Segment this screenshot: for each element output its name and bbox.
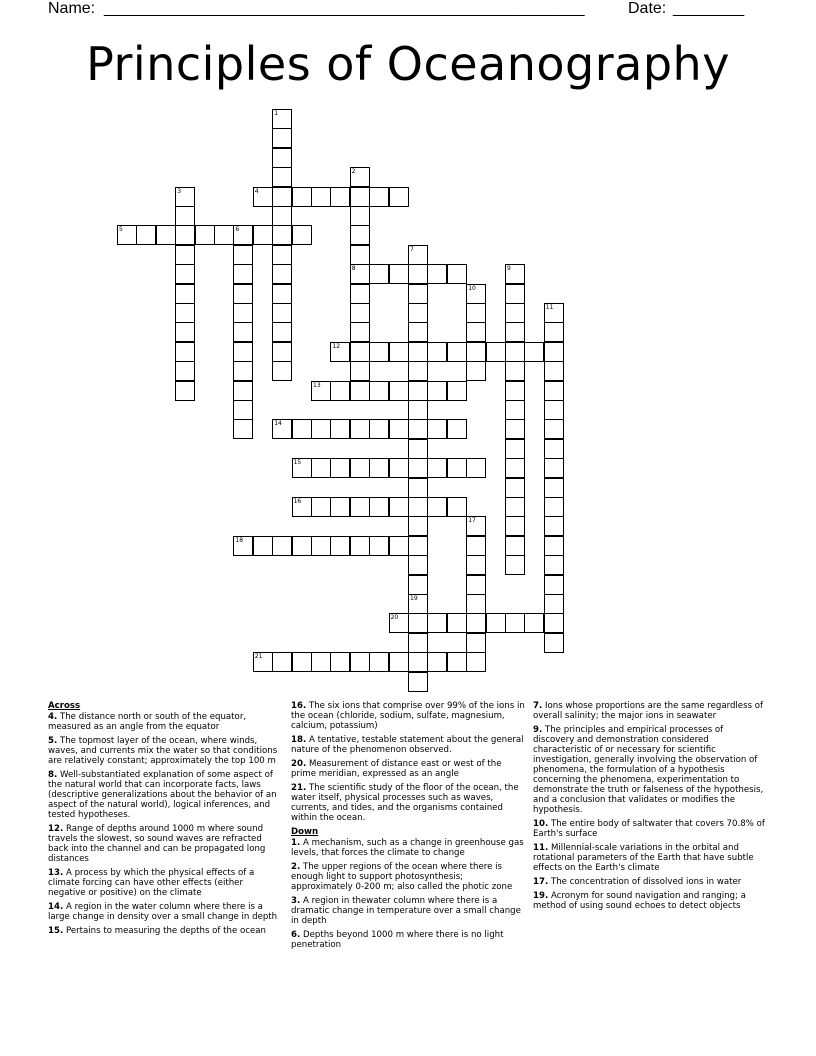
grid-cell[interactable]	[466, 633, 486, 653]
clue-number-label: 16.	[291, 701, 307, 711]
clue-text: Measurement of distance east or west of the prime meridian, expressed as an angle	[291, 759, 502, 779]
grid-cell[interactable]	[369, 536, 389, 556]
grid-cell[interactable]	[408, 322, 428, 342]
grid-cell[interactable]	[427, 381, 447, 401]
grid-cell[interactable]	[544, 419, 564, 439]
grid-cell[interactable]	[350, 419, 370, 439]
clue-text: Millennial-scale variations in the orbital and rotational parameters of the Earth that have subtle effects on the Earth's climate	[533, 843, 754, 873]
grid-cell[interactable]	[505, 361, 525, 381]
clue-number: 2	[351, 168, 356, 176]
grid-cell[interactable]	[330, 419, 350, 439]
grid-cell[interactable]	[408, 303, 428, 323]
grid-cell[interactable]	[272, 284, 292, 304]
grid-cell[interactable]	[389, 497, 409, 517]
grid-cell[interactable]	[350, 536, 370, 556]
clue-number: 4	[254, 187, 259, 195]
clue-text: The principles and empirical processes of discovery and demonstration considered characteristic of or necessary for scientific investigation, generally involving the observation of phenomena, the formulation of a hypothesis concerning the phenomena, experimentation to demonstrate the truth or falseness of the hypothesis, and a conclusion that validates or modifies the hypothesis.	[533, 725, 764, 815]
clue-number-label: 18.	[291, 735, 307, 745]
grid-cell[interactable]	[408, 419, 428, 439]
clue-number: 1	[274, 110, 279, 117]
clue-number: 5	[119, 226, 123, 234]
grid-cell[interactable]	[272, 187, 292, 207]
grid-cell[interactable]	[408, 478, 428, 498]
clue-number-label: 20.	[291, 759, 307, 769]
clue-number: 20	[390, 614, 399, 622]
clue-item	[291, 759, 525, 779]
clue-item	[291, 930, 525, 950]
grid-cell[interactable]	[466, 575, 486, 595]
clues-column-2	[291, 701, 525, 954]
clue-number-label: 15.	[48, 926, 64, 936]
grid-cell[interactable]	[466, 361, 486, 381]
clue-number: 12	[332, 342, 341, 350]
grid-cell[interactable]	[350, 245, 370, 265]
grid-cell[interactable]	[350, 497, 370, 517]
grid-cell[interactable]	[447, 264, 467, 284]
clue-number-label: 13.	[48, 868, 64, 878]
grid-cell[interactable]	[311, 187, 331, 207]
grid-cell[interactable]	[544, 633, 564, 653]
grid-cell[interactable]	[311, 497, 331, 517]
clue-number-label: 4.	[48, 712, 58, 722]
clue-text: Ions whose proportions are the same regardless of overall salinity; the major ions in seawater	[533, 701, 764, 721]
grid-cell[interactable]	[408, 458, 428, 478]
grid-cell[interactable]	[330, 458, 350, 478]
clue-text: The six ions that comprise over 99% of the ions in the ocean (chloride, sodium, sulfate, magnesium, calcium, potassium)	[291, 701, 525, 731]
grid-cell[interactable]	[369, 419, 389, 439]
grid-cell[interactable]	[505, 303, 525, 323]
clue-number-label: 12.	[48, 824, 64, 834]
clue-number: 7	[410, 245, 414, 253]
clue-item	[48, 712, 282, 732]
grid-cell[interactable]	[486, 613, 506, 633]
grid-cell[interactable]	[427, 497, 447, 517]
grid-cell[interactable]	[544, 322, 564, 342]
clue-number: 3	[177, 187, 182, 195]
grid-cell[interactable]	[272, 652, 292, 672]
clue-text: The distance north or south of the equator, measured as an angle from the equator	[48, 712, 247, 732]
grid-cell[interactable]	[330, 652, 350, 672]
grid-cell[interactable]	[505, 342, 525, 362]
grid-cell[interactable]	[466, 342, 486, 362]
clue-text: A region in the water column where there is a large change in density over a small change in depth	[48, 902, 278, 922]
grid-cell[interactable]	[389, 419, 409, 439]
grid-cell[interactable]	[214, 225, 234, 245]
clue-text: A mechanism, such as a change in greenhouse gas levels, that forces the climate to change	[291, 838, 524, 858]
grid-cell[interactable]	[544, 342, 564, 362]
clue-number-label: 14.	[48, 902, 64, 912]
grid-cell[interactable]	[330, 187, 350, 207]
grid-cell[interactable]	[233, 381, 253, 401]
grid-cell[interactable]	[272, 225, 292, 245]
grid-cell[interactable]	[408, 652, 428, 672]
grid-cell[interactable]	[272, 322, 292, 342]
grid-cell[interactable]	[292, 536, 312, 556]
clue-number: 6	[235, 226, 240, 234]
grid-cell[interactable]	[233, 225, 253, 245]
clue-number: 17	[468, 517, 476, 525]
clue-text: The entire body of saltwater that covers 70.8% of Earth's surface	[533, 819, 765, 839]
clue-text: The scientific study of the floor of the ocean, the water itself, physical processes such as waves, currents, and tides, and the organisms contained within the ocean.	[291, 783, 519, 823]
grid-cell[interactable]	[233, 536, 253, 556]
clue-text: Range of depths around 1000 m where sound travels the slowest, so sound waves are refracted back into the channel and can be propagated long distances	[48, 824, 266, 864]
grid-cell[interactable]	[292, 458, 312, 478]
grid-cell[interactable]	[369, 497, 389, 517]
grid-cell[interactable]	[311, 652, 331, 672]
grid-cell[interactable]	[330, 536, 350, 556]
across-heading: Across	[48, 701, 81, 711]
grid-cell[interactable]	[350, 284, 370, 304]
clue-text: The topmost layer of the ocean, where winds, waves, and currents mix the water so that conditions are relatively constant; approximately the top 100 m	[48, 736, 278, 766]
grid-cell[interactable]	[408, 516, 428, 536]
grid-cell[interactable]	[330, 497, 350, 517]
clue-item	[48, 868, 282, 898]
grid-cell[interactable]	[427, 419, 447, 439]
grid-cell[interactable]	[195, 225, 215, 245]
grid-cell[interactable]	[505, 322, 525, 342]
grid-cell[interactable]	[175, 342, 195, 362]
grid-cell[interactable]	[292, 225, 312, 245]
grid-cell[interactable]	[408, 245, 428, 265]
clue-number-label: 10.	[533, 819, 549, 829]
grid-cell[interactable]	[272, 128, 292, 148]
grid-cell[interactable]	[544, 439, 564, 459]
grid-cell[interactable]	[311, 381, 331, 401]
grid-cell[interactable]	[175, 303, 195, 323]
grid-cell[interactable]	[408, 342, 428, 362]
grid-cell[interactable]	[505, 439, 525, 459]
clue-number: 10	[468, 284, 476, 292]
grid-cell[interactable]	[350, 458, 370, 478]
grid-cell[interactable]	[427, 613, 447, 633]
grid-cell[interactable]	[272, 167, 292, 187]
grid-cell[interactable]	[544, 594, 564, 614]
grid-cell[interactable]	[272, 148, 292, 168]
grid-cell[interactable]	[369, 652, 389, 672]
grid-cell[interactable]	[544, 303, 564, 323]
clue-number-label: 5.	[48, 736, 58, 746]
grid-cell[interactable]	[350, 225, 370, 245]
clue-item	[48, 926, 282, 936]
grid-cell[interactable]	[466, 613, 486, 633]
grid-cell[interactable]	[408, 575, 428, 595]
grid-cell[interactable]	[175, 187, 195, 207]
clue-text: Well-substantiated explanation of some aspect of the natural world that can incorporate facts, laws (descriptive generalizations about the behavior of an aspect of the natural world), logical inferences, and tested hypotheses.	[48, 770, 277, 820]
grid-cell[interactable]	[505, 478, 525, 498]
grid-cell[interactable]	[427, 458, 447, 478]
clue-number-label: 6.	[291, 930, 301, 940]
grid-cell[interactable]	[330, 342, 350, 362]
grid-cell[interactable]	[233, 361, 253, 381]
clue-number: 16	[293, 498, 302, 505]
clue-item	[48, 902, 282, 922]
grid-cell[interactable]	[389, 381, 409, 401]
grid-cell[interactable]	[389, 652, 409, 672]
clue-item	[291, 783, 525, 823]
grid-cell[interactable]	[175, 284, 195, 304]
grid-cell[interactable]	[466, 458, 486, 478]
grid-cell[interactable]	[408, 381, 428, 401]
grid-cell[interactable]	[544, 381, 564, 401]
clue-text: A process by which the physical effects of a climate forcing can have other effects (either negative or positive) on the climate	[48, 868, 255, 898]
name-blank[interactable]: ______________________________________________________	[104, 0, 585, 17]
clue-number-label: 17.	[533, 877, 549, 887]
grid-cell[interactable]	[505, 381, 525, 401]
grid-cell[interactable]	[544, 516, 564, 536]
grid-cell[interactable]	[544, 458, 564, 478]
grid-cell[interactable]	[369, 458, 389, 478]
clue-item	[291, 862, 525, 892]
grid-cell[interactable]	[350, 187, 370, 207]
grid-cell[interactable]	[369, 342, 389, 362]
clue-text: Depths beyond 1000 m where there is no light penetration	[291, 930, 504, 950]
grid-cell[interactable]	[233, 284, 253, 304]
grid-cell[interactable]	[408, 672, 428, 692]
clue-item	[291, 838, 525, 858]
grid-cell[interactable]	[350, 167, 370, 187]
grid-cell[interactable]	[408, 536, 428, 556]
grid-cell[interactable]	[408, 264, 428, 284]
page-title: Principles of Oceanography	[86, 37, 730, 91]
clue-number-label: 19.	[533, 891, 549, 901]
grid-cell[interactable]	[427, 342, 447, 362]
grid-cell[interactable]	[272, 361, 292, 381]
grid-cell[interactable]	[505, 536, 525, 556]
grid-cell[interactable]	[408, 613, 428, 633]
grid-cell[interactable]	[447, 381, 467, 401]
grid-cell[interactable]	[350, 652, 370, 672]
grid-cell[interactable]	[311, 536, 331, 556]
grid-cell[interactable]	[389, 342, 409, 362]
grid-cell[interactable]	[505, 555, 525, 575]
grid-cell[interactable]	[389, 536, 409, 556]
grid-cell[interactable]	[408, 284, 428, 304]
grid-cell[interactable]	[253, 187, 273, 207]
clue-text: Acronym for sound navigation and ranging; a method of using sound echoes to detect objects	[533, 891, 746, 911]
grid-cell[interactable]	[233, 303, 253, 323]
grid-cell[interactable]	[447, 613, 467, 633]
clue-item	[48, 736, 282, 766]
grid-cell[interactable]	[505, 613, 525, 633]
grid-cell[interactable]	[369, 264, 389, 284]
grid-cell[interactable]	[272, 536, 292, 556]
clue-number: 21	[254, 653, 263, 661]
grid-cell[interactable]	[447, 342, 467, 362]
clue-text: The upper regions of the ocean where there is enough light to support photosynthesis; approximately 0-200 m; also called the photic zone	[291, 862, 513, 892]
clue-number: 14	[274, 420, 282, 428]
clue-item	[533, 819, 767, 839]
grid-cell[interactable]	[292, 419, 312, 439]
clue-number-label: 11.	[533, 843, 549, 853]
grid-cell[interactable]	[272, 264, 292, 284]
grid-cell[interactable]	[330, 381, 350, 401]
grid-cell[interactable]	[175, 361, 195, 381]
clue-item	[533, 725, 767, 815]
grid-cell[interactable]	[292, 652, 312, 672]
grid-cell[interactable]	[272, 303, 292, 323]
grid-cell[interactable]	[544, 361, 564, 381]
date-label: Date:	[628, 0, 667, 17]
clue-number-label: 8.	[48, 770, 58, 780]
grid-cell[interactable]	[233, 264, 253, 284]
grid-cell[interactable]	[544, 555, 564, 575]
grid-cell[interactable]	[175, 245, 195, 265]
grid-cell[interactable]	[505, 284, 525, 304]
grid-cell[interactable]	[505, 400, 525, 420]
clue-number-label: 3.	[291, 896, 301, 906]
grid-cell[interactable]	[408, 439, 428, 459]
clue-number: 8	[351, 265, 356, 273]
clue-item	[291, 896, 525, 926]
clue-text: The concentration of dissolved ions in water	[548, 877, 742, 887]
grid-cell[interactable]	[505, 497, 525, 517]
clue-text: A tentative, testable statement about the general nature of the phenomenon observed.	[291, 735, 524, 755]
grid-cell[interactable]	[233, 322, 253, 342]
clue-item	[48, 770, 282, 820]
grid-cell[interactable]	[175, 381, 195, 401]
grid-cell[interactable]	[389, 613, 409, 633]
down-heading: Down	[291, 827, 319, 837]
grid-cell[interactable]	[311, 458, 331, 478]
grid-cell[interactable]	[389, 458, 409, 478]
grid-cell[interactable]	[253, 225, 273, 245]
clue-item	[533, 701, 767, 721]
grid-cell[interactable]	[505, 516, 525, 536]
grid-cell[interactable]	[253, 652, 273, 672]
clue-number: 15	[293, 459, 302, 467]
grid-cell[interactable]	[447, 652, 467, 672]
grid-cell[interactable]	[466, 516, 486, 536]
grid-cell[interactable]	[544, 613, 564, 633]
grid-cell[interactable]	[156, 225, 176, 245]
grid-cell[interactable]	[136, 225, 156, 245]
grid-cell[interactable]	[524, 613, 544, 633]
clue-number-label: 21.	[291, 783, 307, 793]
grid-cell[interactable]	[350, 322, 370, 342]
clue-number-label: 9.	[533, 725, 543, 735]
date-blank[interactable]: ________	[673, 0, 745, 17]
clue-number: 9	[507, 265, 511, 273]
grid-cell[interactable]	[175, 322, 195, 342]
clue-item	[291, 735, 525, 755]
clue-item	[533, 891, 767, 911]
clue-item	[48, 824, 282, 864]
grid-cell[interactable]	[369, 381, 389, 401]
clue-number: 18	[235, 536, 244, 544]
grid-cell[interactable]	[466, 284, 486, 304]
grid-cell[interactable]	[544, 536, 564, 556]
clue-number-label: 7.	[533, 701, 543, 711]
grid-cell[interactable]	[408, 633, 428, 653]
clue-number: 19	[410, 595, 418, 602]
grid-cell[interactable]	[350, 361, 370, 381]
grid-cell[interactable]	[350, 303, 370, 323]
grid-cell[interactable]	[466, 594, 486, 614]
grid-cell[interactable]	[292, 187, 312, 207]
grid-cell[interactable]	[292, 497, 312, 517]
grid-cell[interactable]	[505, 458, 525, 478]
grid-cell[interactable]	[408, 555, 428, 575]
grid-cell[interactable]	[447, 497, 467, 517]
clue-number-label: 2.	[291, 862, 301, 872]
clue-number: 11	[545, 304, 554, 311]
grid-cell[interactable]	[253, 536, 273, 556]
grid-cell[interactable]	[272, 342, 292, 362]
grid-cell[interactable]	[427, 652, 447, 672]
grid-cell[interactable]	[447, 458, 467, 478]
grid-cell[interactable]	[350, 342, 370, 362]
grid-cell[interactable]	[505, 419, 525, 439]
grid-cell[interactable]	[233, 245, 253, 265]
clue-item	[533, 843, 767, 873]
grid-cell[interactable]	[350, 206, 370, 226]
grid-cell[interactable]	[369, 187, 389, 207]
grid-cell[interactable]	[427, 264, 447, 284]
grid-cell[interactable]	[233, 342, 253, 362]
clue-text: A region in thewater column where there is a dramatic change in temperature over a small change in depth	[291, 896, 521, 926]
grid-cell[interactable]	[389, 187, 409, 207]
grid-cell[interactable]	[408, 361, 428, 381]
grid-cell[interactable]	[311, 419, 331, 439]
grid-cell[interactable]	[272, 206, 292, 226]
grid-cell[interactable]	[350, 264, 370, 284]
clue-text: Pertains to measuring the depths of the ocean	[63, 926, 266, 936]
clues-column-1	[48, 701, 282, 940]
grid-cell[interactable]	[233, 400, 253, 420]
grid-cell[interactable]	[389, 264, 409, 284]
grid-cell[interactable]	[408, 594, 428, 614]
grid-cell[interactable]	[524, 342, 544, 362]
clue-number-label: 1.	[291, 838, 301, 848]
grid-cell[interactable]	[233, 419, 253, 439]
grid-cell[interactable]	[350, 381, 370, 401]
grid-cell[interactable]	[408, 497, 428, 517]
grid-cell[interactable]	[544, 400, 564, 420]
clue-item	[533, 877, 767, 887]
grid-cell[interactable]	[447, 419, 467, 439]
grid-cell[interactable]	[175, 225, 195, 245]
grid-cell[interactable]	[486, 342, 506, 362]
grid-cell[interactable]	[544, 575, 564, 595]
grid-cell[interactable]	[272, 245, 292, 265]
grid-cell[interactable]	[175, 206, 195, 226]
clues-column-3	[533, 701, 767, 915]
grid-cell[interactable]	[466, 555, 486, 575]
name-label: Name:	[48, 0, 96, 17]
clue-number: 13	[313, 381, 321, 389]
grid-cell[interactable]	[408, 400, 428, 420]
grid-cell[interactable]	[466, 322, 486, 342]
grid-cell[interactable]	[544, 478, 564, 498]
grid-cell[interactable]	[466, 303, 486, 323]
grid-cell[interactable]	[466, 652, 486, 672]
grid-cell[interactable]	[544, 497, 564, 517]
grid-cell[interactable]	[272, 419, 292, 439]
clue-item	[291, 701, 525, 731]
grid-cell[interactable]	[466, 536, 486, 556]
grid-cell[interactable]	[117, 225, 137, 245]
grid-cell[interactable]	[505, 264, 525, 284]
grid-cell[interactable]	[175, 264, 195, 284]
grid-cell[interactable]	[272, 109, 292, 129]
